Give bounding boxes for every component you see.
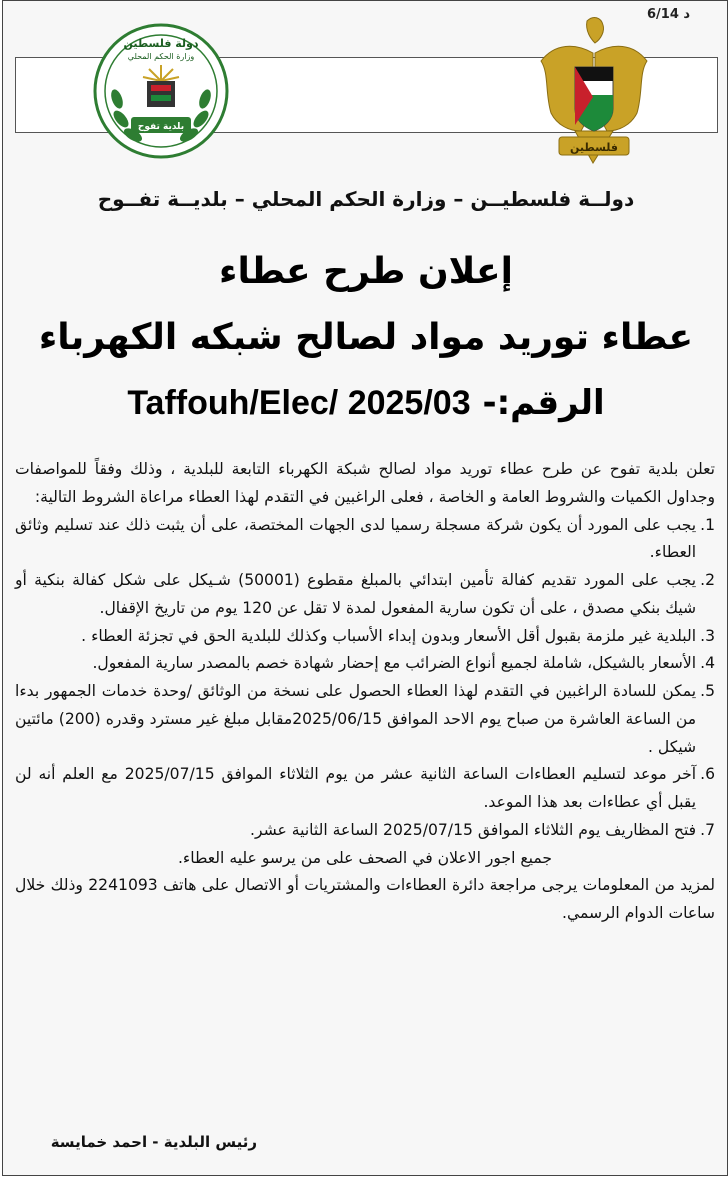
municipality-seal — [91, 21, 231, 161]
condition-number: 2. — [700, 571, 715, 589]
condition-item — [15, 761, 715, 817]
emblem-label: فلسطين — [570, 141, 618, 154]
condition-text: آخر موعد لتسليم العطاءات الساعة الثانية عشر من يوم الثلاثاء الموافق 2025/07/15 مع العلم أنه لن يقبل أي عطاءات بعد هذا الموعد. — [15, 765, 697, 811]
condition-number: 5. — [700, 682, 715, 700]
seal-band-text: بلدية تفوح — [137, 122, 185, 132]
mayor-signature: رئيس البلدية - احمد خمايسة — [50, 1133, 257, 1151]
seal-mid-text: وزارة الحكم المحلي — [127, 52, 195, 61]
seal-top-text: دولة فلسطين — [123, 37, 199, 50]
tender-subject: عطاء توريد مواد لصالح شبكه الكهرباء — [38, 317, 694, 358]
advertising-fees-note: جميع اجور الاعلان في الصحف على من يرسو عليه العطاء. — [177, 848, 553, 867]
intro-paragraph: تعلن بلدية تفوح عن طرح عطاء توريد مواد لصالح شبكة الكهرباء التابعة للبلدية ، وذلك وفقاً للمواصفات وجداول الكميات والشروط العامة و الخاصة ، فعلى الراغبين في التقدم لهذا العطاء مراعاة الشروط التالية: — [15, 460, 715, 506]
flag-shield — [575, 67, 613, 131]
announcement-body — [15, 456, 715, 928]
condition-item — [15, 817, 715, 845]
issuer-line: دولــة فلسطيــن – وزارة الحكم المحلي – بلديــة تفــوح — [97, 187, 635, 211]
reference-value: Taffouh/Elec/ 2025/03 — [127, 384, 471, 422]
condition-text: البلدية غير ملزمة بقبول أقل الأسعار وبدون إبداء الأسباب وكذلك للبلدية الحق في تجزئة العطاء . — [81, 626, 697, 645]
condition-item — [15, 678, 715, 761]
reference-number — [3, 383, 728, 423]
contact-paragraph: لمزيد من المعلومات يرجى مراجعة دائرة العطاءات والمشتريات أو الاتصال على هاتف 2241093 وذلك خلال ساعات الدوام الرسمي. — [15, 876, 715, 922]
condition-number: 7. — [700, 820, 715, 839]
condition-number: 3. — [700, 626, 715, 645]
condition-number: 4. — [700, 654, 715, 673]
condition-number: 6. — [700, 765, 715, 784]
condition-number: 1. — [700, 515, 715, 534]
condition-text: يجب على المورد تقديم كفالة تأمين ابتدائي بالمبلغ مقطوع (50001) شـيكل على شكل كفالة بنكية أو شيك بنكي مصدق ، على أن تكون سارية المفعول لمدة لا تقل عن 120 يوم من تاريخ الإقفال. — [15, 571, 697, 617]
condition-item — [15, 512, 715, 568]
condition-text: فتح المظاريف يوم الثلاثاء الموافق 2025/07/15 الساعة الثانية عشر. — [250, 820, 697, 839]
announcement-title: إعلان طرح عطاء — [219, 251, 513, 292]
seal-graphic-icon — [91, 21, 231, 161]
condition-text: يمكن للسادة الراغبين في التقدم لهذا العطاء الحصول على نسخة من الوثائق /وحدة خدمات الجمهور بدءا من الساعة العاشرة من صباح يوم الاحد الموافق 2025/06/15مقابل مبلغ غير مسترد وقدره (200) مائتين شيكل . — [15, 682, 697, 756]
reference-label: الرقم:- — [482, 383, 605, 423]
condition-item — [15, 567, 715, 623]
page-code: 6/14 د — [647, 7, 691, 22]
announcement-page — [2, 0, 728, 1176]
condition-text: يجب على المورد أن يكون شركة مسجلة رسميا لدى الجهات المختصة، على أن يثبت ذلك عند تسليم وثائق العطاء. — [15, 515, 697, 562]
condition-item — [15, 623, 715, 651]
condition-text: الأسعار بالشيكل، شاملة لجميع أنواع الضرائب مع إحضار شهادة خصم بالمصدر سارية المفعول. — [92, 654, 697, 673]
palestine-eagle-emblem-icon — [535, 13, 653, 167]
condition-item — [15, 650, 715, 678]
